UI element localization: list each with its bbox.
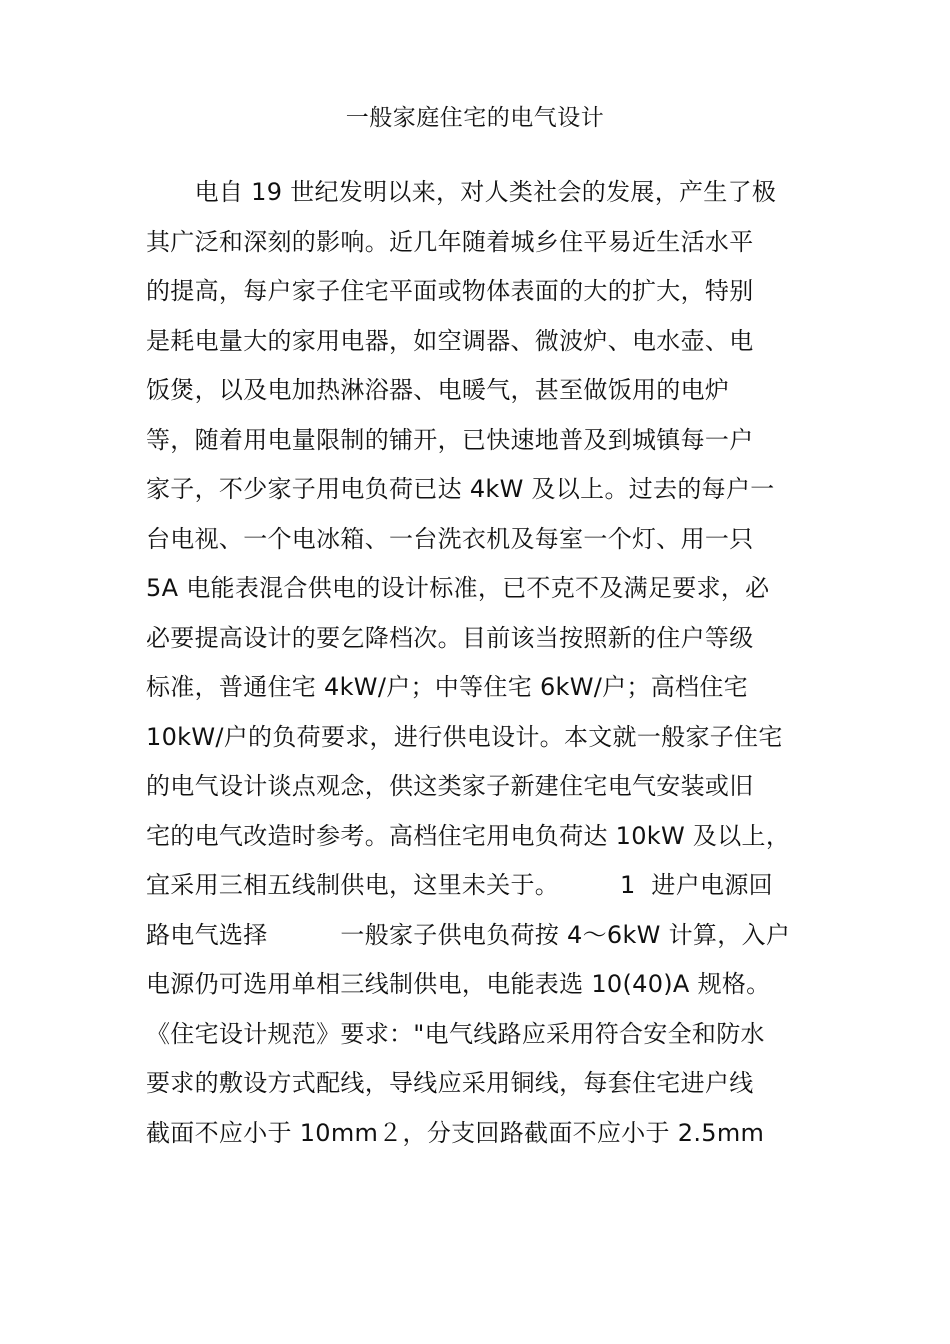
body-line: 的提高，每户家子住宅平面或物体表面的大的扩大，特别: [146, 277, 754, 305]
body-line: 电自 19 世纪发明以来，对人类社会的发展，产生了极: [146, 178, 777, 206]
body-line: 家子，不少家子用电负荷已达 4kW 及以上。过去的每户一: [146, 475, 775, 503]
body-line: 要求的敷设方式配线，导线应采用铜线，每套住宅进户线: [146, 1069, 754, 1097]
document-title: 一般家庭住宅的电气设计: [345, 105, 605, 131]
document-body: [146, 172, 826, 1162]
body-line: 标准，普通住宅 4kW/户；中等住宅 6kW/户；高档住宅: [146, 673, 748, 701]
body-line: 其广泛和深刻的影响。近几年随着城乡住平易近生活水平: [146, 227, 754, 256]
body-line: 的电气设计谈点观念，供这类家子新建住宅电气安装或旧: [146, 772, 754, 800]
body-line: 是耗电量大的家用电器，如空调器、微波炉、电水壶、电: [146, 326, 754, 355]
body-line: 10kW/户的负荷要求，进行供电设计。本文就一般家子住宅: [146, 722, 783, 751]
body-line: 台电视、一个电冰箱、一台洗衣机及每室一个灯、用一只: [146, 524, 754, 553]
body-line: 等，随着用电量限制的铺开，已快速地普及到城镇每一户: [146, 425, 754, 454]
body-line: 《住宅设计规范》要求："电气线路应采用符合安全和防水: [146, 1019, 765, 1048]
body-line: 路电气选择 一般家子供电负荷按 4～6kW 计算，入户: [146, 920, 791, 949]
body-line: 宜采用三相五线制供电，这里未关于。 1 进户电源回: [146, 871, 773, 899]
body-line: 截面不应小于 10mm２，分支回路截面不应小于 2.5mm: [146, 1118, 765, 1147]
body-line: 电源仍可选用单相三线制供电，电能表选 10(40)A 规格。: [146, 970, 771, 998]
body-line: 宅的电气改造时参考。高档住宅用电负荷达 10kW 及以上，: [146, 821, 791, 850]
body-line: 必要提高设计的要乞降档次。目前该当按照新的住户等级: [146, 623, 754, 652]
body-line: 5A 电能表混合供电的设计标准，已不克不及满足要求，必: [146, 574, 770, 602]
body-line: 饭煲，以及电加热淋浴器、电暖气，甚至做饭用的电炉: [146, 376, 730, 404]
